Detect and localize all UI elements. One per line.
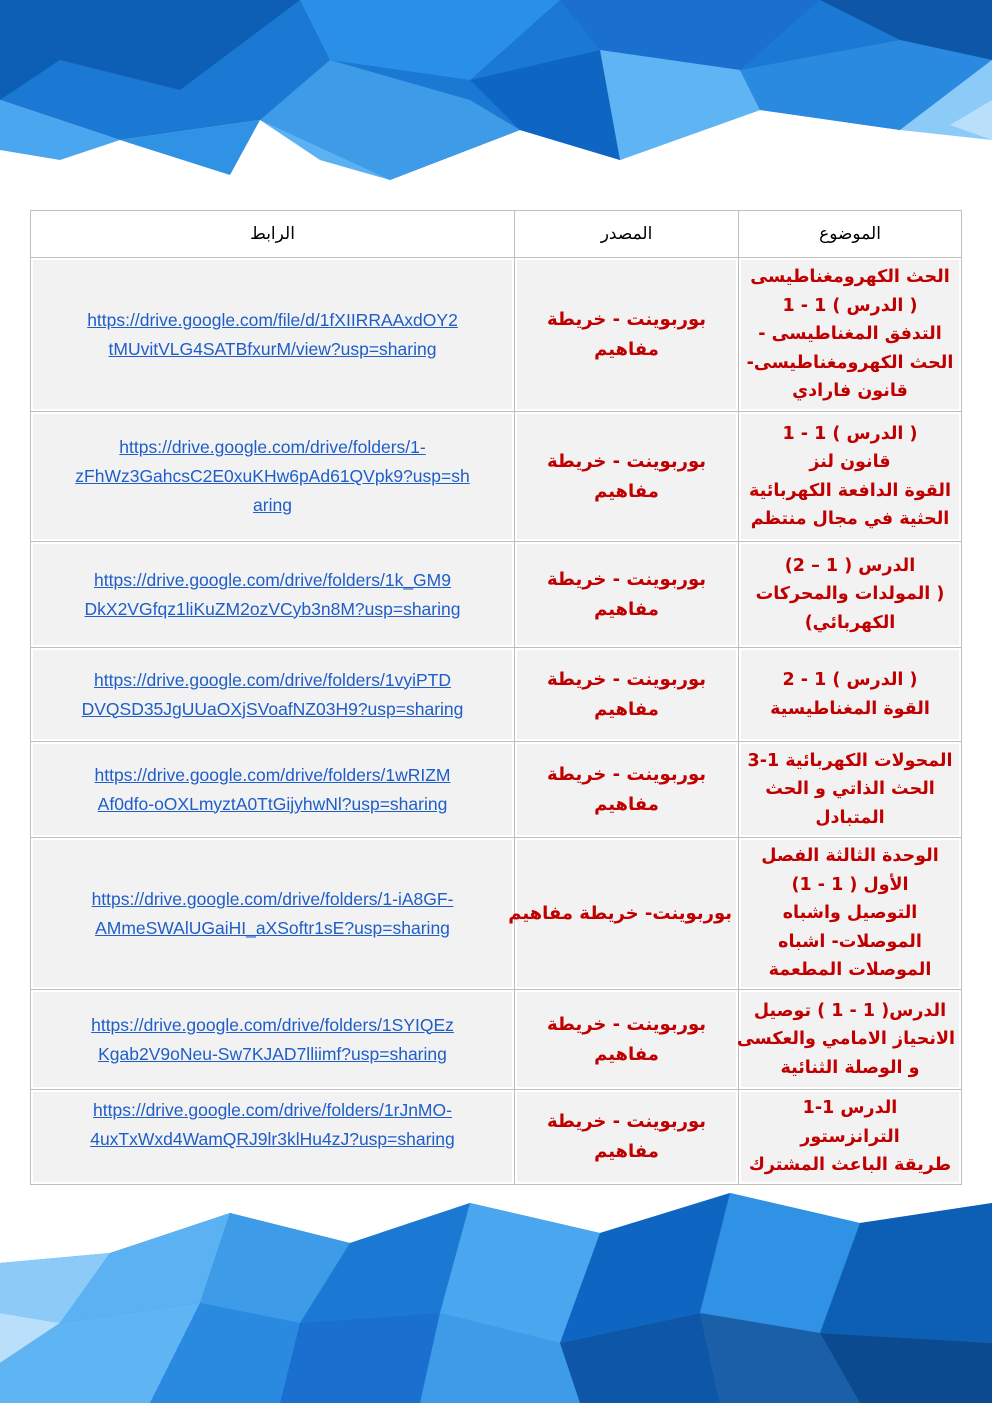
source-cell: بوربوينت - خريطة مفاهيم bbox=[515, 742, 739, 838]
drive-link[interactable]: https://drive.google.com/drive/folders/1vyiPTD DVQSD35JgUUaOXjSVoafNZ03H9?usp=sharing bbox=[81, 669, 464, 719]
table-row bbox=[31, 742, 962, 838]
source-cell: بوربوينت - خريطة مفاهيم bbox=[515, 1090, 739, 1185]
link-cell bbox=[31, 990, 515, 1090]
table-row bbox=[31, 648, 962, 742]
source-cell: بوربوينت - خريطة مفاهيم bbox=[515, 258, 739, 412]
drive-link[interactable]: https://drive.google.com/drive/folders/1SYIQEz Kgab2V9oNeu-Sw7KJAD7lliimf?usp=sharing bbox=[91, 1014, 454, 1064]
topic-cell: الدرس( 1 - 1 ) توصيل الانحياز الامامي والعكسى و الوصلة الثنائية bbox=[739, 990, 962, 1090]
source-cell: بوربوينت - خريطة مفاهيم bbox=[515, 412, 739, 542]
table-row bbox=[31, 838, 962, 990]
top-decorative-banner bbox=[0, 0, 992, 200]
drive-link[interactable]: https://drive.google.com/file/d/1fXIIRRAAxdOY2 tMUvitVLG4SATBfxurM/view?usp=sharing bbox=[87, 309, 458, 359]
source-cell: بوربوينت - خريطة مفاهيم bbox=[515, 542, 739, 648]
links-table bbox=[30, 210, 962, 1185]
header-topic: الموضوع bbox=[739, 211, 962, 258]
topic-cell: الدرس ( 1 – 2) ( المولدات والمحركات الكهربائي) bbox=[739, 542, 962, 648]
bottom-decorative-banner bbox=[0, 1193, 992, 1403]
link-cell bbox=[31, 742, 515, 838]
table-row bbox=[31, 1090, 962, 1185]
table-row bbox=[31, 542, 962, 648]
source-cell: بوربوينت- خريطة مفاهيم bbox=[515, 838, 739, 990]
drive-link[interactable]: https://drive.google.com/drive/folders/1-iA8GF- AMmeSWAlUGaiHI_aXSoftr1sE?usp=sharing bbox=[91, 888, 454, 938]
table-row bbox=[31, 258, 962, 412]
drive-link[interactable]: https://drive.google.com/drive/folders/1wRIZM Af0dfo-oOXLmyztA0TtGijyhwNl?usp=sharing bbox=[94, 764, 451, 814]
header-source: المصدر bbox=[515, 211, 739, 258]
topic-cell: الدرس 1-1 الترانزستور طريقة الباعث المشترك bbox=[739, 1090, 962, 1185]
link-cell bbox=[31, 648, 515, 742]
link-cell bbox=[31, 258, 515, 412]
drive-link[interactable]: https://drive.google.com/drive/folders/1k_GM9 DkX2VGfqz1liKuZM2ozVCyb3n8M?usp=sharing bbox=[84, 569, 461, 619]
header-link: الرابط bbox=[31, 211, 515, 258]
source-cell: بوربوينت - خريطة مفاهيم bbox=[515, 648, 739, 742]
drive-link[interactable]: https://drive.google.com/drive/folders/1rJnMO- 4uxTxWxd4WamQRJ9lr3klHu4zJ?usp=sharing bbox=[90, 1100, 455, 1149]
table-header-row bbox=[31, 211, 962, 258]
link-cell bbox=[31, 542, 515, 648]
link-cell bbox=[31, 1090, 515, 1185]
topic-cell: ( الدرس ) 1 - 2 القوة المغناطيسية bbox=[739, 648, 962, 742]
topic-cell: الوحدة الثالثة الفصل الأول ( 1 - 1) التوصيل واشباه الموصلات- اشباه الموصلات المطعمة bbox=[739, 838, 962, 990]
table-row bbox=[31, 990, 962, 1090]
drive-link[interactable]: https://drive.google.com/drive/folders/1- zFhWz3GahcsC2E0xuKHw6pAd61QVpk9?usp=sh aring bbox=[75, 437, 470, 515]
table-row bbox=[31, 412, 962, 542]
source-cell: بوربوينت - خريطة مفاهيم bbox=[515, 990, 739, 1090]
topic-cell: الحث الكهرومغناطيسى ( الدرس ) 1 - 1 التدفق المغناطيسى - الحث الكهرومغناطيسى- قانون فارادي bbox=[739, 258, 962, 412]
topic-cell: ( الدرس ) 1 - 1 قانون لنز القوة الدافعة الكهربائية الحثية في مجال منتظم bbox=[739, 412, 962, 542]
link-cell bbox=[31, 412, 515, 542]
link-cell bbox=[31, 838, 515, 990]
topic-cell: المحولات الكهربائية 1-3 الحث الذاتي و الحث المتبادل bbox=[739, 742, 962, 838]
